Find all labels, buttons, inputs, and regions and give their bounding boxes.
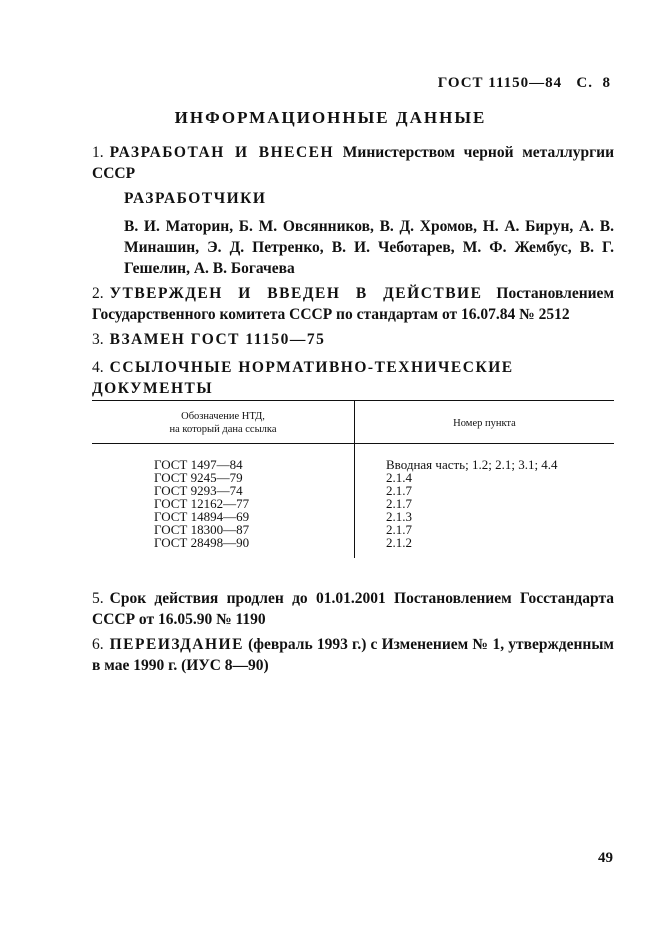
table-cell-clause: 2.1.7 [386, 522, 412, 537]
item-2 [92, 283, 614, 325]
page-number: 49 [598, 850, 613, 866]
item-caps: ВЗАМЕН ГОСТ 11150—75 [109, 331, 326, 348]
table-cell-clause: 2.1.3 [386, 509, 412, 524]
page-title: ИНФОРМАЦИОННЫЕ ДАННЫЕ [174, 108, 487, 127]
table-header-document: Обозначение НТД, на который дана ссылка [169, 411, 277, 435]
item-4 [92, 357, 614, 399]
table-header-rule [92, 443, 614, 444]
item-number: 6. [92, 636, 104, 653]
item-number: 5. [92, 590, 104, 607]
table-cell-doc: ГОСТ 1497—84 [154, 457, 243, 472]
table-cell-clause: Вводная часть; 1.2; 2.1; 3.1; 4.4 [386, 457, 558, 472]
developers-heading: РАЗРАБОТЧИКИ [124, 190, 267, 207]
table-cell-doc: ГОСТ 9245—79 [154, 470, 243, 485]
item-text: Срок действия продлен до 01.01.2001 Постановлением Госстандарта СССР от 16.05.90 № 1190 [92, 590, 614, 628]
table-header-clause: Номер пункта [453, 418, 516, 429]
page-no: 8 [602, 75, 611, 91]
table-cell-doc: ГОСТ 18300—87 [154, 522, 250, 537]
item-text: (февраль 1993 г.) с Изменением № 1, утвержденным в мае 1990 г. (ИУС 8—90) [92, 636, 614, 674]
table-cell-clause: 2.1.2 [386, 535, 412, 550]
table-top-rule [92, 400, 614, 401]
item-caps: ПЕРЕИЗДАНИЕ [109, 636, 244, 653]
item-1 [92, 142, 614, 184]
item-6 [92, 634, 614, 676]
item-caps: ССЫЛОЧНЫЕ НОРМАТИВНО-ТЕХНИЧЕСКИЕ ДОКУМЕНТЫ [92, 359, 514, 397]
table-cell-clause: 2.1.7 [386, 483, 412, 498]
item-number: 4. [92, 359, 104, 376]
table-column-documents [154, 458, 249, 549]
table-cell-clause: 2.1.7 [386, 496, 412, 511]
standard-code: ГОСТ 11150—84 [437, 75, 563, 91]
item-3 [92, 329, 614, 350]
item-text: Постановлением Государственного комитета СССР по стандартам от 16.07.84 № 2512 [92, 285, 614, 323]
reference-table [92, 400, 614, 560]
item-number: 2. [92, 285, 104, 302]
table-cell-doc: ГОСТ 9293—74 [154, 483, 243, 498]
developers-list: В. И. Маторин, Б. М. Овсянников, В. Д. Хромов, Н. А. Бирун, А. В. Минашин, Э. Д. Петренко, В. И. Чеботарев, М. Ф. Жембус, В. Г. Гешелин, А. В. Богачева [124, 218, 614, 277]
page-label: С. [576, 75, 593, 91]
table-cell-doc: ГОСТ 14894—69 [154, 509, 250, 524]
table-column-clauses [386, 458, 558, 549]
item-caps: РАЗРАБОТАН И ВНЕСЕН [109, 144, 335, 161]
item-5 [92, 588, 614, 630]
table-cell-clause: 2.1.4 [386, 470, 412, 485]
item-text: Министерством черной металлургии СССР [92, 144, 615, 182]
item-number: 1. [92, 144, 104, 161]
item-caps: УТВЕРЖДЕН И ВВЕДЕН В ДЕЙСТВИЕ [109, 285, 483, 302]
item-number: 3. [92, 331, 104, 348]
page-header [438, 75, 611, 92]
table-cell-doc: ГОСТ 28498—90 [154, 535, 250, 550]
table-cell-doc: ГОСТ 12162—77 [154, 496, 250, 511]
